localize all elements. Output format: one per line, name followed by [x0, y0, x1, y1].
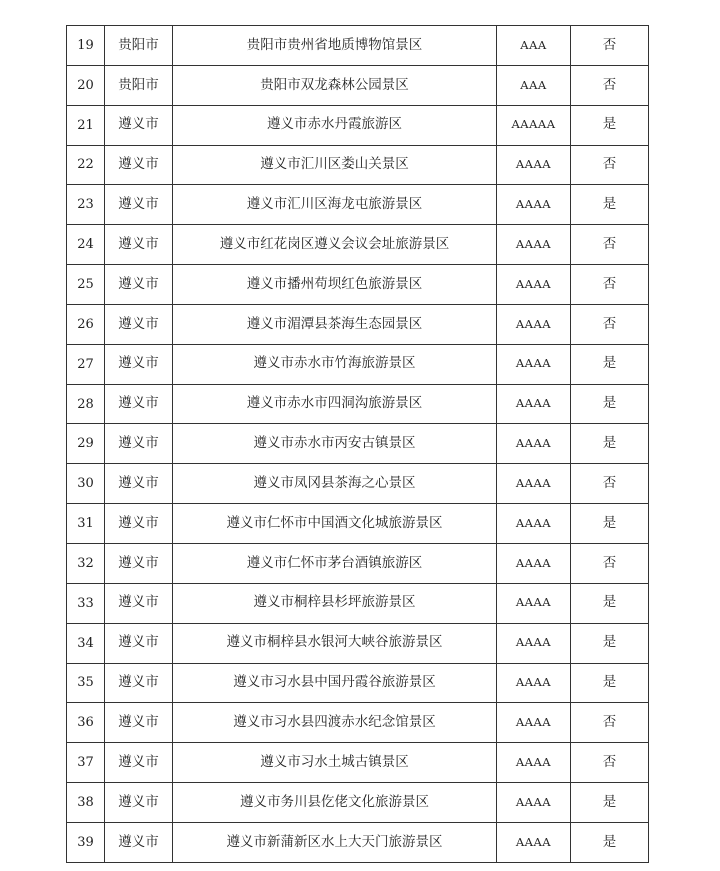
scenic-area-name-cell: 遵义市习水县中国丹霞谷旅游景区 [173, 663, 497, 703]
scenic-area-name-cell: 遵义市习水土城古镇景区 [173, 743, 497, 783]
rating-level-cell: AAAA [497, 464, 571, 504]
row-number-cell: 24 [67, 225, 105, 265]
table-row [67, 26, 649, 66]
rating-level-cell: AAAA [497, 225, 571, 265]
row-number-cell: 23 [67, 185, 105, 225]
city-cell: 遵义市 [105, 105, 173, 145]
status-flag-cell: 是 [571, 583, 649, 623]
row-number-cell: 35 [67, 663, 105, 703]
row-number-cell: 25 [67, 265, 105, 305]
rating-level-cell: AAAA [497, 344, 571, 384]
scenic-area-name-cell: 贵阳市贵州省地质博物馆景区 [173, 26, 497, 66]
city-cell: 遵义市 [105, 225, 173, 265]
rating-level-cell: AAA [497, 26, 571, 66]
scenic-area-name-cell: 遵义市播州苟坝红色旅游景区 [173, 265, 497, 305]
scenic-area-name-cell: 遵义市红花岗区遵义会议会址旅游景区 [173, 225, 497, 265]
status-flag-cell: 是 [571, 424, 649, 464]
scenic-area-name-cell: 遵义市湄潭县茶海生态园景区 [173, 304, 497, 344]
city-cell: 遵义市 [105, 424, 173, 464]
status-flag-cell: 是 [571, 822, 649, 862]
scenic-area-name-cell: 遵义市桐梓县杉坪旅游景区 [173, 583, 497, 623]
table-row [67, 424, 649, 464]
rating-level-cell: AAAA [497, 304, 571, 344]
row-number-cell: 31 [67, 504, 105, 544]
status-flag-cell: 是 [571, 663, 649, 703]
scenic-area-table [66, 25, 649, 863]
city-cell: 遵义市 [105, 145, 173, 185]
scenic-area-name-cell: 遵义市凤冈县茶海之心景区 [173, 464, 497, 504]
status-flag-cell: 否 [571, 703, 649, 743]
rating-level-cell: AAAA [497, 265, 571, 305]
row-number-cell: 32 [67, 543, 105, 583]
rating-level-cell: AAAA [497, 185, 571, 225]
row-number-cell: 30 [67, 464, 105, 504]
table-body [67, 26, 649, 863]
row-number-cell: 26 [67, 304, 105, 344]
rating-level-cell: AAAA [497, 424, 571, 464]
city-cell: 遵义市 [105, 265, 173, 305]
rating-level-cell: AAAAA [497, 105, 571, 145]
table-row [67, 105, 649, 145]
city-cell: 遵义市 [105, 185, 173, 225]
row-number-cell: 36 [67, 703, 105, 743]
table-row [67, 384, 649, 424]
city-cell: 遵义市 [105, 703, 173, 743]
city-cell: 遵义市 [105, 743, 173, 783]
row-number-cell: 21 [67, 105, 105, 145]
scenic-area-name-cell: 遵义市赤水市四洞沟旅游景区 [173, 384, 497, 424]
rating-level-cell: AAAA [497, 623, 571, 663]
status-flag-cell: 是 [571, 504, 649, 544]
row-number-cell: 27 [67, 344, 105, 384]
row-number-cell: 28 [67, 384, 105, 424]
table-row [67, 543, 649, 583]
status-flag-cell: 否 [571, 743, 649, 783]
table-row [67, 703, 649, 743]
rating-level-cell: AAAA [497, 384, 571, 424]
status-flag-cell: 否 [571, 304, 649, 344]
row-number-cell: 34 [67, 623, 105, 663]
scenic-area-name-cell: 遵义市赤水丹霞旅游区 [173, 105, 497, 145]
rating-level-cell: AAAA [497, 145, 571, 185]
scenic-area-name-cell: 遵义市汇川区娄山关景区 [173, 145, 497, 185]
row-number-cell: 39 [67, 822, 105, 862]
rating-level-cell: AAAA [497, 703, 571, 743]
city-cell: 遵义市 [105, 384, 173, 424]
scenic-area-name-cell: 遵义市赤水市竹海旅游景区 [173, 344, 497, 384]
city-cell: 贵阳市 [105, 65, 173, 105]
status-flag-cell: 否 [571, 265, 649, 305]
table-row [67, 265, 649, 305]
table-row [67, 743, 649, 783]
city-cell: 遵义市 [105, 543, 173, 583]
rating-level-cell: AAAA [497, 504, 571, 544]
status-flag-cell: 是 [571, 623, 649, 663]
city-cell: 遵义市 [105, 464, 173, 504]
rating-level-cell: AAAA [497, 663, 571, 703]
status-flag-cell: 是 [571, 783, 649, 823]
scenic-area-name-cell: 遵义市务川县仡佬文化旅游景区 [173, 783, 497, 823]
table-row [67, 504, 649, 544]
rating-level-cell: AAAA [497, 822, 571, 862]
table-row [67, 822, 649, 862]
status-flag-cell: 否 [571, 145, 649, 185]
table-row [67, 145, 649, 185]
table-row [67, 344, 649, 384]
rating-level-cell: AAAA [497, 783, 571, 823]
table-row [67, 663, 649, 703]
city-cell: 贵阳市 [105, 26, 173, 66]
city-cell: 遵义市 [105, 822, 173, 862]
city-cell: 遵义市 [105, 783, 173, 823]
city-cell: 遵义市 [105, 663, 173, 703]
table-row [67, 464, 649, 504]
row-number-cell: 29 [67, 424, 105, 464]
scenic-area-name-cell: 遵义市习水县四渡赤水纪念馆景区 [173, 703, 497, 743]
rating-level-cell: AAAA [497, 743, 571, 783]
status-flag-cell: 否 [571, 464, 649, 504]
scenic-area-name-cell: 遵义市仁怀市中国酒文化城旅游景区 [173, 504, 497, 544]
row-number-cell: 38 [67, 783, 105, 823]
row-number-cell: 20 [67, 65, 105, 105]
status-flag-cell: 否 [571, 543, 649, 583]
rating-level-cell: AAAA [497, 583, 571, 623]
scenic-area-name-cell: 遵义市汇川区海龙屯旅游景区 [173, 185, 497, 225]
rating-level-cell: AAAA [497, 543, 571, 583]
scenic-area-name-cell: 遵义市桐梓县水银河大峡谷旅游景区 [173, 623, 497, 663]
scenic-area-name-cell: 遵义市新蒲新区水上大天门旅游景区 [173, 822, 497, 862]
city-cell: 遵义市 [105, 344, 173, 384]
status-flag-cell: 否 [571, 26, 649, 66]
row-number-cell: 37 [67, 743, 105, 783]
city-cell: 遵义市 [105, 623, 173, 663]
status-flag-cell: 是 [571, 105, 649, 145]
status-flag-cell: 是 [571, 185, 649, 225]
table-row [67, 65, 649, 105]
scenic-area-name-cell: 贵阳市双龙森林公园景区 [173, 65, 497, 105]
table-row [67, 304, 649, 344]
scenic-area-name-cell: 遵义市赤水市丙安古镇景区 [173, 424, 497, 464]
city-cell: 遵义市 [105, 304, 173, 344]
table-row [67, 783, 649, 823]
city-cell: 遵义市 [105, 583, 173, 623]
status-flag-cell: 否 [571, 65, 649, 105]
rating-level-cell: AAA [497, 65, 571, 105]
status-flag-cell: 是 [571, 384, 649, 424]
row-number-cell: 33 [67, 583, 105, 623]
scenic-area-name-cell: 遵义市仁怀市茅台酒镇旅游区 [173, 543, 497, 583]
table-row [67, 583, 649, 623]
row-number-cell: 19 [67, 26, 105, 66]
row-number-cell: 22 [67, 145, 105, 185]
city-cell: 遵义市 [105, 504, 173, 544]
status-flag-cell: 是 [571, 344, 649, 384]
table-row [67, 185, 649, 225]
table-row [67, 623, 649, 663]
table-row [67, 225, 649, 265]
status-flag-cell: 否 [571, 225, 649, 265]
